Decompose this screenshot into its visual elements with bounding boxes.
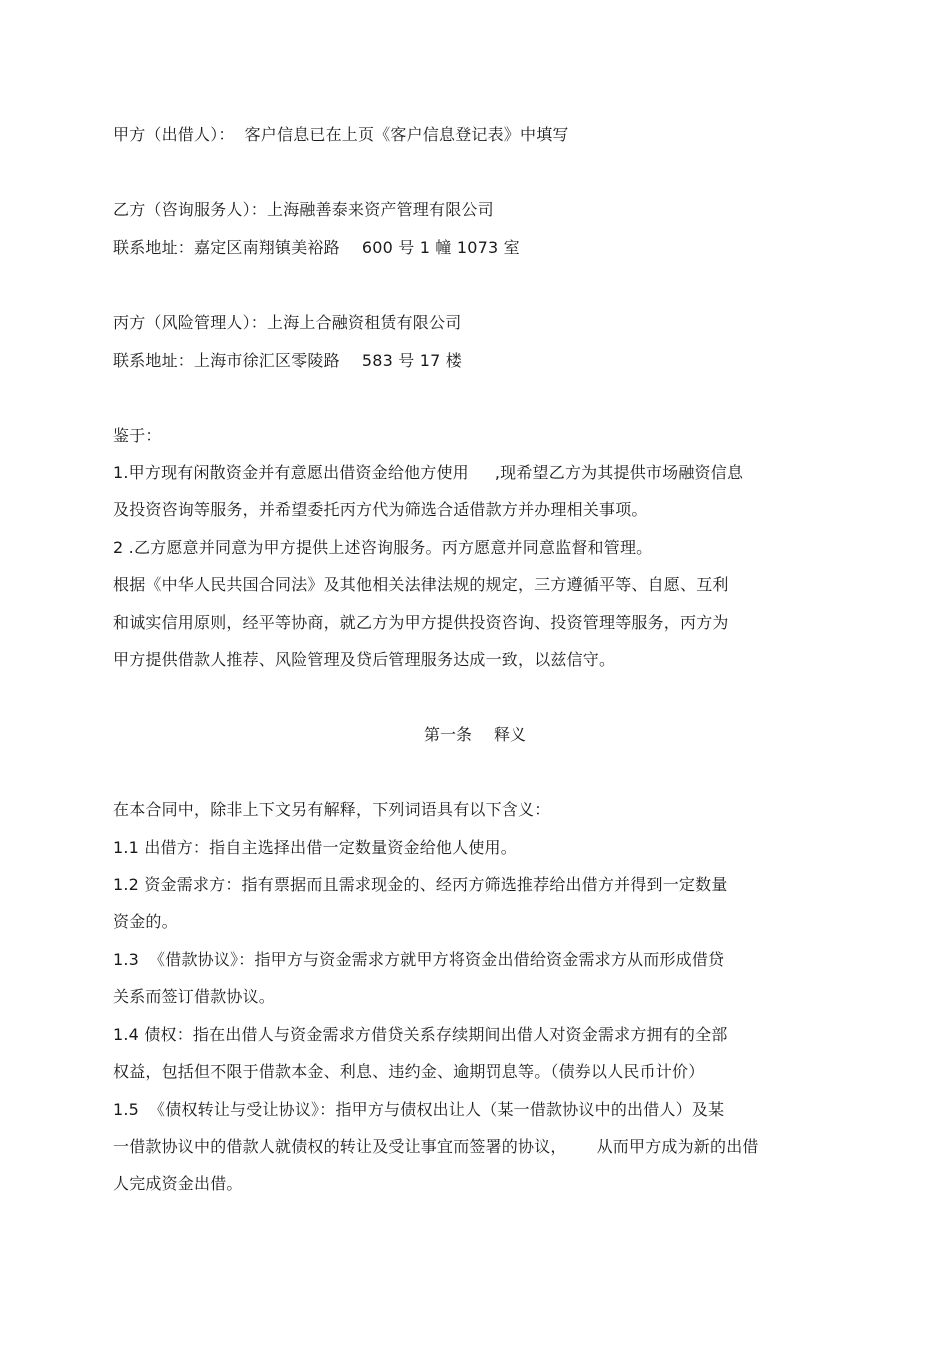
party-c-label: 丙方（风险管理人）：上海上合融资租赁有限公司 <box>113 313 462 332</box>
party-b-address-prefix: 联系地址：嘉定区南翔镇美裕路 <box>113 238 340 257</box>
recital-item-1-line-1 <box>113 462 743 484</box>
recital-item-2: 2 .乙方愿意并同意为甲方提供上述咨询服务。丙方愿意并同意监督和管理。 <box>113 538 653 557</box>
article-1-title: 释义 <box>494 725 527 744</box>
recital-item-1-line-2: 及投资咨询等服务，并希望委托丙方代为筛选合适借款方并办理相关事项。 <box>113 500 648 519</box>
recital-basis-line-2: 和诚实信用原则，经平等协商，就乙方为甲方提供投资咨询、投资管理等服务，丙方为 <box>113 613 729 632</box>
definition-1-5-text-b: 从而甲方成为新的出借 <box>596 1137 759 1156</box>
article-1-number: 第一条 <box>423 725 472 744</box>
party-c-address-prefix: 联系地址：上海市徐汇区零陵路 <box>113 351 340 370</box>
definition-1-3-line-2: 关系而签订借款协议。 <box>113 987 276 1006</box>
party-a-label: 甲方（出借人）： <box>113 125 235 144</box>
recital-basis-line-3: 甲方提供借款人推荐、风险管理及贷后管理服务达成一致，以兹信守。 <box>113 650 616 669</box>
definition-1-5-line-2 <box>113 1136 759 1158</box>
party-b-label: 乙方（咨询服务人）：上海融善泰来资产管理有限公司 <box>113 200 494 219</box>
party-c-line <box>113 312 461 334</box>
recitals-intro: 鉴于： <box>113 426 162 445</box>
definition-1-5-text: 《债权转让与受让协议》：指甲方与债权出让人（某一借款协议中的出借人）及某 <box>149 1100 725 1119</box>
party-a-line <box>113 124 569 146</box>
party-b-address-suffix: 600 号 1 幢 1073 室 <box>361 238 520 257</box>
party-b-line <box>113 199 494 221</box>
party-a-value: 客户信息已在上页《客户信息登记表》中填写 <box>244 125 569 144</box>
article-1-heading <box>0 724 950 746</box>
definition-1-4-line-2: 权益，包括但不限于借款本金、利息、违约金、逾期罚息等。（债券以人民币计价） <box>113 1062 705 1081</box>
recital-item-1-text-a: 1.甲方现有闲散资金并有意愿出借资金给他方使用 <box>113 463 469 482</box>
definition-1-3-number: 1.3 <box>113 950 140 969</box>
definition-1-1: 1.1 出借方：指自主选择出借一定数量资金给他人使用。 <box>113 838 517 857</box>
definition-1-2-line-2: 资金的。 <box>113 912 178 931</box>
definition-1-5-number: 1.5 <box>113 1100 140 1119</box>
definition-1-2-line-1: 1.2 资金需求方：指有票据而且需求现金的、经丙方筛选推荐给出借方并得到一定数量 <box>113 875 728 894</box>
definition-1-4-line-1: 1.4 债权：指在出借人与资金需求方借贷关系存续期间出借人对资金需求方拥有的全部 <box>113 1025 728 1044</box>
party-c-address-suffix: 583 号 17 楼 <box>361 351 462 370</box>
article-1-intro: 在本合同中，除非上下文另有解释，下列词语具有以下含义： <box>113 800 551 819</box>
definition-1-5-line-3: 人完成资金出借。 <box>113 1174 243 1193</box>
definition-1-5-text-a: 一借款协议中的借款人就债权的转让及受让事宜而签署的协议， <box>113 1137 567 1156</box>
recital-item-1-text-b: ,现希望乙方为其提供市场融资信息 <box>494 463 744 482</box>
recital-basis-line-1: 根据《中华人民共国合同法》及其他相关法律法规的规定，三方遵循平等、自愿、互利 <box>113 575 729 594</box>
definition-1-3-text: 《借款协议》：指甲方与资金需求方就甲方将资金出借给资金需求方从而形成借贷 <box>149 950 725 969</box>
definition-1-3-line-1 <box>113 949 724 971</box>
party-c-address <box>113 350 462 372</box>
definition-1-5-line-1 <box>113 1099 724 1121</box>
party-b-address <box>113 237 520 259</box>
